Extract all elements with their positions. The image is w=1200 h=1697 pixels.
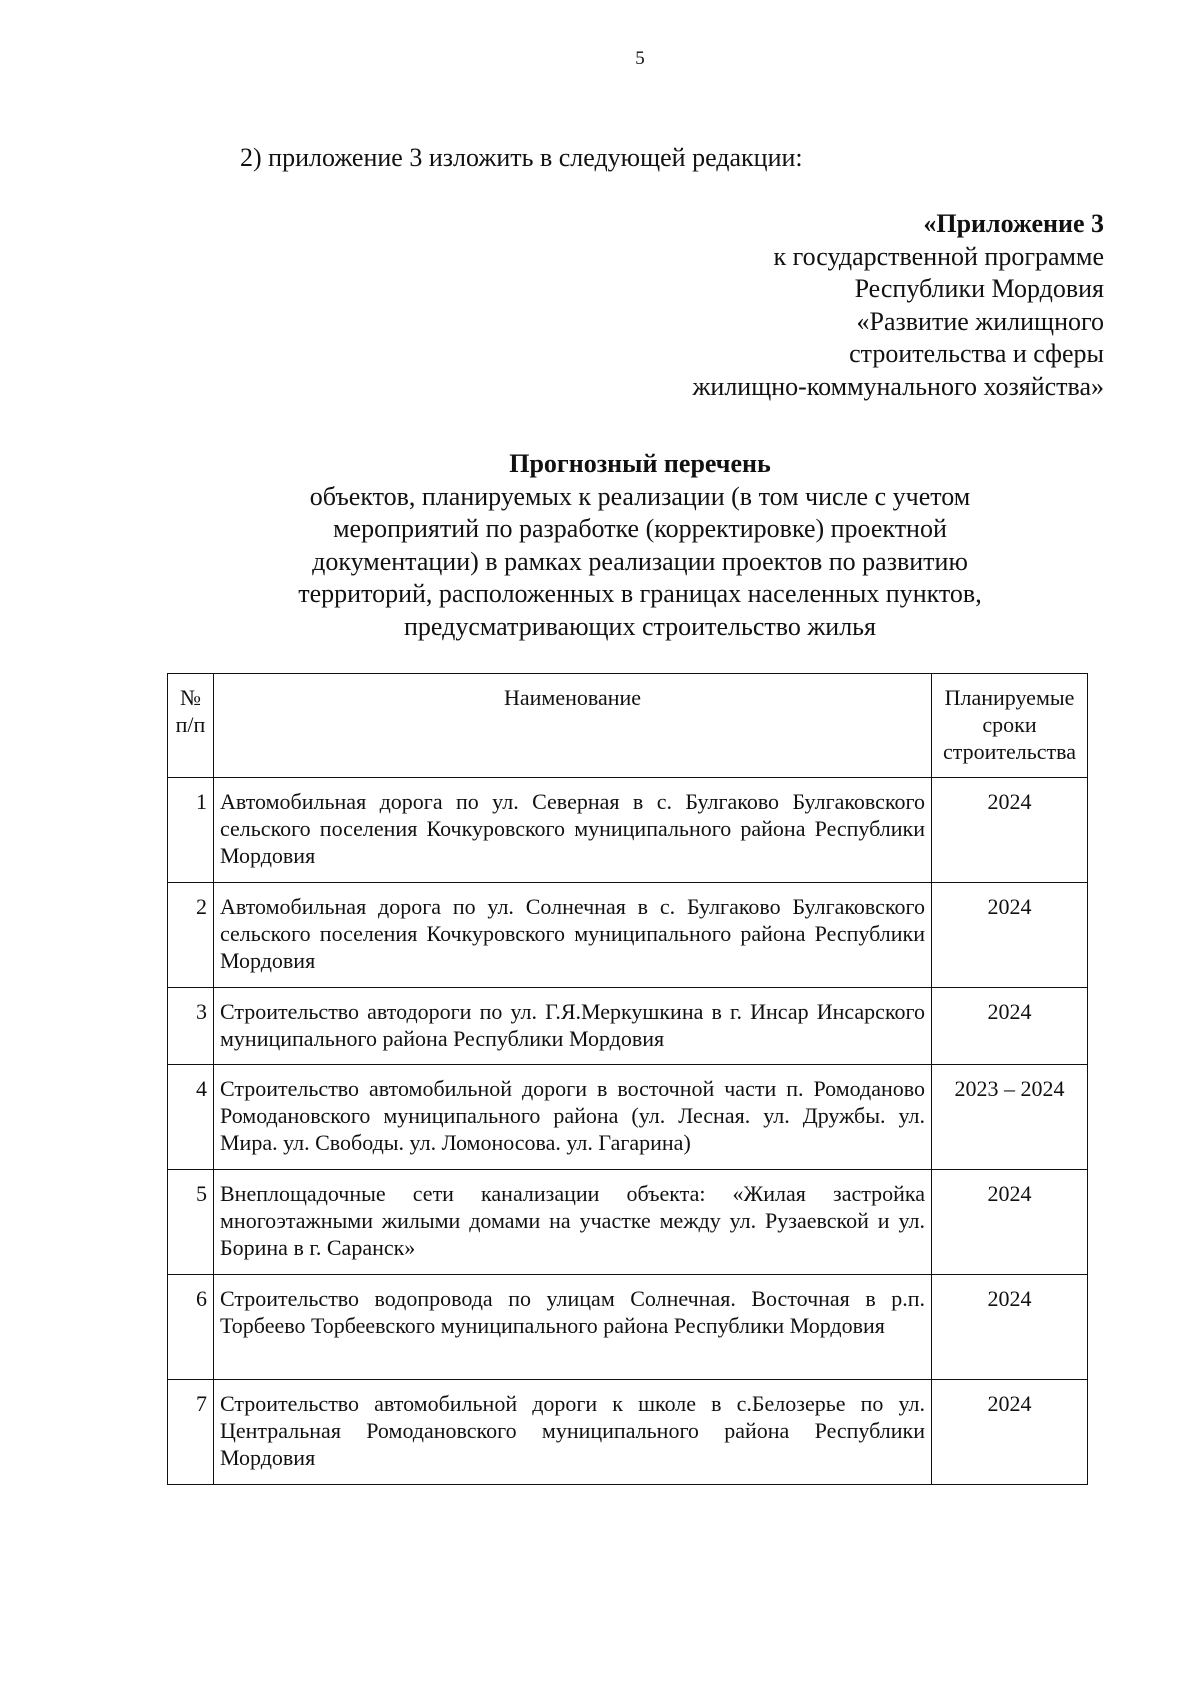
row-number: 7 [168,1380,214,1485]
row-name: Автомобильная дорога по ул. Северная в с. Булгаково Булгаковского сельского поселения Кочкуровского муниципального района Республики Мордовия [214,778,932,883]
table-row [168,778,1088,883]
appendix-line: строительства и сферы [849,339,1104,368]
row-name: Строительство водопровода по улицам Солнечная. Восточная в р.п. Торбеево Торбеевского муниципального района Республики Мордовия [214,1275,932,1380]
appendix-line: «Развитие жилищного [856,306,1104,336]
document-heading [200,448,1080,643]
heading-line: документации) в рамках реализации проектов по развитию [312,546,968,576]
header-term: Планируемые сроки строительства [932,674,1088,778]
appendix-line: жилищно-коммунального хозяйства» [692,371,1104,401]
row-number: 4 [168,1065,214,1170]
table-row [168,1170,1088,1275]
row-term: 2023 – 2024 [932,1065,1088,1170]
row-name: Строительство автомобильной дороги в восточной части п. Ромоданово Ромодановского муниципального района (ул. Лесная. ул. Дружбы. ул. Мира. ул. Свободы. ул. Ломоносова. ул. Гагарина) [214,1065,932,1170]
row-name: Строительство автодороги по ул. Г.Я.Меркушкина в г. Инсар Инсарского муниципального района Республики Мордовия [214,988,932,1065]
table-row [168,1380,1088,1485]
heading-line: объектов, планируемых к реализации (в том числе с учетом [309,481,971,511]
objects-table [167,673,1088,1485]
row-number: 3 [168,988,214,1065]
header-name: Наименование [214,674,932,778]
table-row [168,988,1088,1065]
intro-paragraph: 2) приложение 3 изложить в следующей редакции: [240,143,803,172]
row-term: 2024 [932,1380,1088,1485]
appendix-block [692,208,1104,403]
table-header-row [168,674,1088,778]
table-row [168,883,1088,988]
row-number: 5 [168,1170,214,1275]
appendix-title: «Приложение 3 [923,209,1104,238]
appendix-line: Республики Мордовия [854,274,1104,303]
heading-line: предусматривающих строительство жилья [404,611,876,641]
page-number: 5 [635,48,645,69]
table-row [168,1275,1088,1380]
row-number: 2 [168,883,214,988]
row-number: 1 [168,778,214,883]
row-number: 6 [168,1275,214,1380]
row-term: 2024 [932,1170,1088,1275]
appendix-line: к государственной программе [773,241,1104,271]
row-name: Строительство автомобильной дороги к школе в с.Белозерье по ул. Центральная Ромодановского муниципального района Республики Мордовия [214,1380,932,1485]
row-term: 2024 [932,778,1088,883]
row-name: Автомобильная дорога по ул. Солнечная в с. Булгаково Булгаковского сельского поселения Кочкуровского муниципального района Республики Мордовия [214,883,932,988]
row-term: 2024 [932,883,1088,988]
heading-line: мероприятий по разработке (корректировке) проектной [333,514,947,543]
row-term: 2024 [932,1275,1088,1380]
header-number: № п/п [168,674,214,778]
heading-title: Прогнозный перечень [509,449,771,478]
table-row [168,1065,1088,1170]
row-term: 2024 [932,988,1088,1065]
heading-line: территорий, расположенных в границах населенных пунктов, [298,579,982,608]
row-name: Внеплощадочные сети канализации объекта: «Жилая застройка многоэтажными жилыми домами на участке между ул. Рузаевской и ул. Борина в г. Саранск» [214,1170,932,1275]
